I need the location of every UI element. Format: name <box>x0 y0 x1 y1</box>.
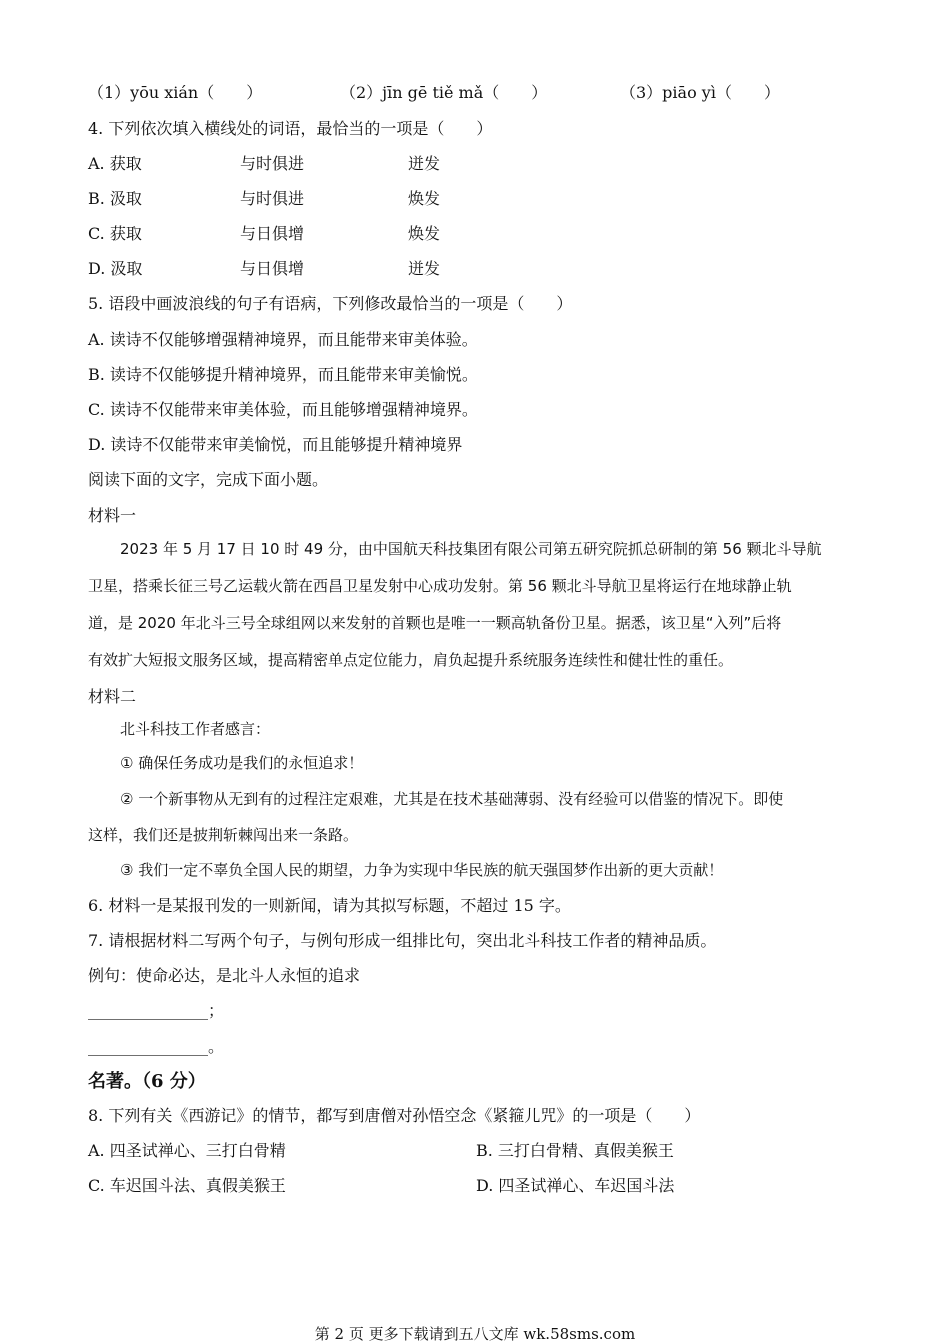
q4-option-b-word3: 焕发 <box>408 189 441 208</box>
material-1-title: 材料一 <box>88 506 137 525</box>
q5-option-c: C. 读诗不仅能带来审美体验，而且能够增强精神境界。 <box>88 400 478 419</box>
q8-option-a: A. 四圣试禅心、三打白骨精 <box>88 1141 286 1160</box>
q5-stem: 5. 语段中画波浪线的句子有语病，下列修改最恰当的一项是（ ） <box>88 294 573 313</box>
q7-stem: 7. 请根据材料二写两个句子，与例句形成一组排比句，突出北斗科技工作者的精神品质。 <box>88 931 717 950</box>
q7-example: 例句：使命必达，是北斗人永恒的追求 <box>88 966 361 985</box>
q4-option-b-word2: 与时俱进 <box>240 189 305 208</box>
q7-answer-blank-2[interactable]: _______________。 <box>88 1037 225 1056</box>
material-2-quote-1: ① 确保任务成功是我们的永恒追求！ <box>120 754 364 772</box>
material-2-quote-3: ③ 我们一定不辜负全国人民的期望，力争为实现中华民族的航天强国梦作出新的更大贡献！ <box>120 861 724 879</box>
q4-option-b-label: B. 汲取 <box>88 189 142 208</box>
q8-option-c: C. 车迟国斗法、真假美猴王 <box>88 1176 286 1195</box>
material-1-line-3: 道，是 2020 年北斗三号全球组网以来发射的首颗也是唯一一颗高轨备份卫星。据悉，该卫星“入列”后将 <box>88 614 782 632</box>
q5-option-b: B. 读诗不仅能够提升精神境界，而且能带来审美愉悦。 <box>88 365 478 384</box>
q4-option-a-label: A. 获取 <box>88 154 142 173</box>
q5-option-a: A. 读诗不仅能够增强精神境界，而且能带来审美体验。 <box>88 330 478 349</box>
material-1-line-4: 有效扩大短报文服务区域，提高精密单点定位能力，肩负起提升系统服务连续性和健壮性的重任。 <box>88 651 734 669</box>
q6-stem: 6. 材料一是某报刊发的一则新闻，请为其拟写标题，不超过 15 字。 <box>88 896 571 915</box>
section-heading-classics: 名著。（6 分） <box>88 1071 206 1092</box>
page-footer: 第 2 页 更多下载请到五八文库 wk.58sms.com <box>314 1325 636 1343</box>
q4-stem: 4. 下列依次填入横线处的词语，最恰当的一项是（ ） <box>88 119 493 138</box>
material-2-title: 材料二 <box>88 687 137 706</box>
q8-option-d: D. 四圣试禅心、车迟国斗法 <box>476 1176 675 1195</box>
q4-option-c-word3: 焕发 <box>408 224 441 243</box>
q4-option-c-label: C. 获取 <box>88 224 142 243</box>
material-2-quote-2b: 这样，我们还是披荆斩棘闯出来一条路。 <box>88 826 359 844</box>
q4-option-c-word2: 与日俱增 <box>240 224 305 243</box>
q5-option-d: D. 读诗不仅能带来审美愉悦，而且能够提升精神境界 <box>88 435 463 454</box>
pinyin-item-1: （1）yōu xián（ ） <box>88 83 263 102</box>
q8-stem: 8. 下列有关《西游记》的情节，都写到唐僧对孙悟空念《紧箍儿咒》的一项是（ ） <box>88 1106 701 1125</box>
material-1-line-1: 2023 年 5 月 17 日 10 时 49 分，由中国航天科技集团有限公司第五研究院抓总研制的第 56 颗北斗导航 <box>120 540 822 558</box>
reading-intro: 阅读下面的文字，完成下面小题。 <box>88 470 329 489</box>
q4-option-a-word3: 迸发 <box>408 154 441 173</box>
q4-option-a-word2: 与时俱进 <box>240 154 305 173</box>
material-2-quote-2a: ② 一个新事物从无到有的过程注定艰难，尤其是在技术基础薄弱、没有经验可以借鉴的情况下。即使 <box>120 790 784 808</box>
material-1-line-2: 卫星，搭乘长征三号乙运载火箭在西昌卫星发射中心成功发射。第 56 颗北斗导航卫星将运行在地球静止轨 <box>88 577 792 595</box>
q7-answer-blank-1[interactable]: _______________； <box>88 1001 225 1020</box>
pinyin-item-2: （2）jīn gē tiě mǎ（ ） <box>340 83 548 102</box>
q4-option-d-word2: 与日俱增 <box>240 259 305 278</box>
pinyin-item-3: （3）piāo yì（ ） <box>620 83 780 102</box>
q4-option-d-word3: 迸发 <box>408 259 441 278</box>
q8-option-b: B. 三打白骨精、真假美猴王 <box>476 1141 674 1160</box>
material-2-intro: 北斗科技工作者感言： <box>120 720 271 738</box>
q4-option-d-label: D. 汲取 <box>88 259 143 278</box>
